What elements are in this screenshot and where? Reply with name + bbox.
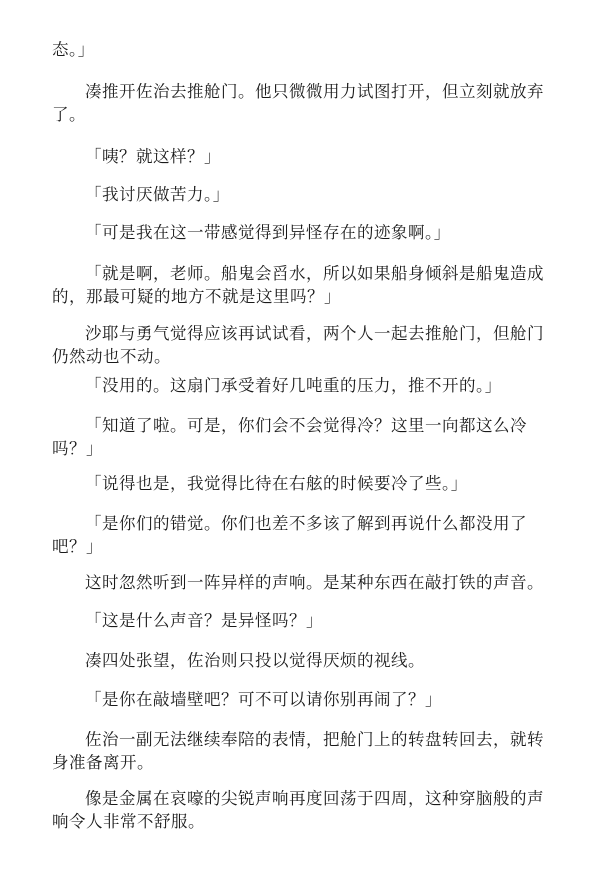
paragraph-13: 「这是什么声音？是异怪吗？」 bbox=[85, 611, 323, 630]
paragraph-2: 凑推开佐治去推舱门。他只微微用力试图打开，但立刻就放弃了。 bbox=[52, 82, 544, 124]
paragraph-16: 佐治一副无法继续奉陪的表情，把舱门上的转盘转回去，就转身准备离开。 bbox=[52, 730, 544, 772]
paragraph-5: 「可是我在这一带感觉得到异怪存在的迹象啊。」 bbox=[85, 223, 451, 242]
paragraph-1: 态。」 bbox=[52, 40, 95, 59]
paragraph-15: 「是你在敲墙壁吧？可不可以请你别再闹了？」 bbox=[85, 690, 442, 709]
paragraph-10: 「说得也是，我觉得比待在右舷的时候要冷了些。」 bbox=[85, 474, 468, 493]
paragraph-3: 「咦？就这样？」 bbox=[85, 147, 221, 166]
paragraph-11: 「是你们的错觉。你们也差不多该了解到再说什么都没用了吧？」 bbox=[52, 514, 527, 556]
paragraph-9: 「知道了啦。可是，你们会不会觉得冷？这里一向都这么冷吗？」 bbox=[52, 416, 527, 458]
paragraph-7: 沙耶与勇气觉得应该再试试看，两个人一起去推舱门，但舱门仍然动也不动。 bbox=[52, 324, 544, 366]
paragraph-12: 这时忽然听到一阵异样的声响。是某种东西在敲打铁的声音。 bbox=[85, 573, 544, 592]
paragraph-14: 凑四处张望，佐治则只投以觉得厌烦的视线。 bbox=[85, 651, 425, 670]
paragraph-17: 像是金属在哀嚎的尖锐声响再度回荡于四周，这种穿脑般的声响令人非常不舒服。 bbox=[52, 789, 544, 831]
paragraph-4: 「我讨厌做苦力。」 bbox=[85, 185, 230, 204]
paragraph-8: 「没用的。这扇门承受着好几吨重的压力，推不开的。」 bbox=[85, 376, 502, 395]
paragraph-6: 「就是啊，老师。船鬼会舀水，所以如果船身倾斜是船鬼造成的，那最可疑的地方不就是这里吗？」 bbox=[52, 264, 544, 306]
